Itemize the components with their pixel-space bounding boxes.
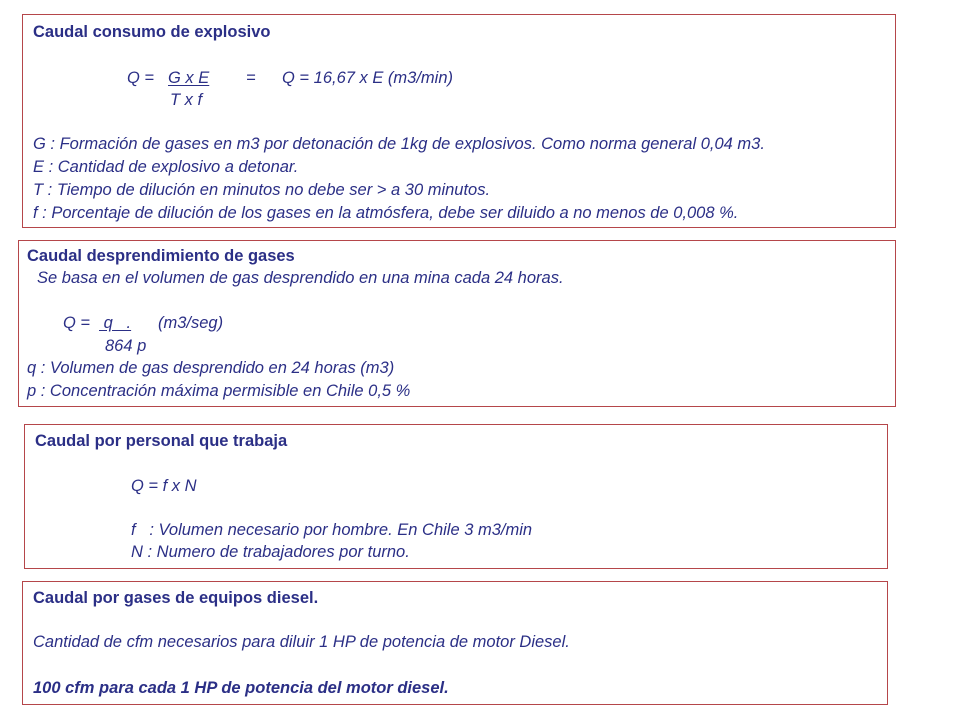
diesel-rule: 100 cfm para cada 1 HP de potencia del motor diesel. (33, 679, 449, 697)
gas-equation-numerator: q . (99, 314, 132, 332)
gas-equation-units: (m3/seg) (158, 314, 224, 332)
gas-section-title: Caudal desprendimiento de gases (27, 247, 295, 265)
definition-g: G : Formación de gases en m3 por detonación de 1kg de explosivos. Como norma general 0,04 m3. (33, 135, 765, 153)
definition-p: p : Concentración máxima permisible en Chile 0,5 % (27, 382, 411, 400)
explosive-equation-q: Q = (127, 69, 155, 87)
personnel-equation: Q = f x N (131, 477, 197, 495)
explosive-section-title: Caudal consumo de explosivo (33, 23, 271, 41)
gas-equation-q: Q = (63, 314, 91, 332)
explosive-equation-denominator: T x f (170, 91, 203, 109)
diesel-description: Cantidad de cfm necesarios para diluir 1 HP de potencia de motor Diesel. (33, 633, 570, 651)
definition-t: T : Tiempo de dilución en minutos no debe ser > a 30 minutos. (33, 181, 491, 199)
diesel-section-title: Caudal por gases de equipos diesel. (33, 589, 319, 607)
definition-n: N : Numero de trabajadores por turno. (131, 543, 410, 561)
gas-equation-denominator: 864 p (105, 337, 147, 355)
definition-q: q : Volumen de gas desprendido en 24 horas (m3) (27, 359, 395, 377)
definition-f: f : Porcentaje de dilución de los gases en la atmósfera, debe ser diluido a no menos de 0,008 %. (33, 204, 739, 222)
explosive-equation-result: Q = 16,67 x E (m3/min) (282, 69, 454, 87)
explosive-equation-numerator: G x E (168, 69, 210, 87)
definition-f-personnel: f : Volumen necesario por hombre. En Chile 3 m3/min (131, 521, 533, 539)
gas-section-intro: Se basa en el volumen de gas desprendido en una mina cada 24 horas. (37, 269, 564, 287)
personnel-section-title: Caudal por personal que trabaja (35, 432, 288, 450)
definition-e: E : Cantidad de explosivo a detonar. (33, 158, 299, 176)
explosive-equation-equals: = (246, 69, 256, 87)
